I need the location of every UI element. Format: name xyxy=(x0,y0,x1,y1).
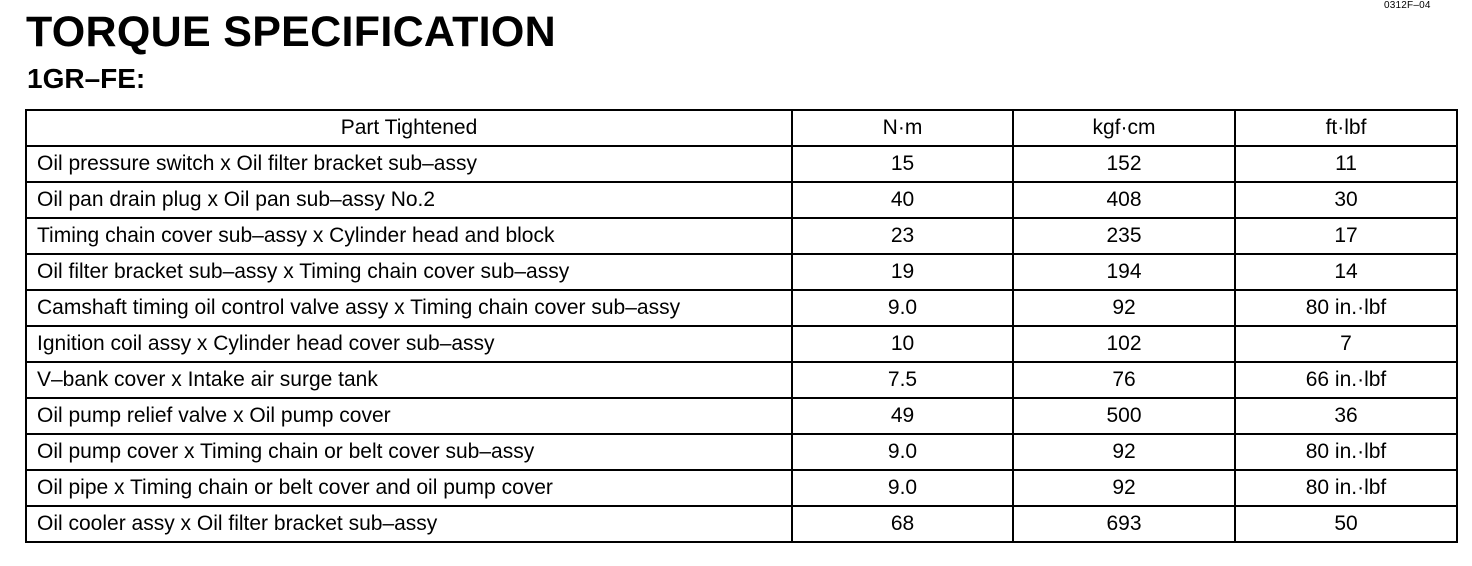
table-row xyxy=(26,434,1457,470)
kgfcm-cell: 152 xyxy=(1013,146,1235,182)
column-header-part: Part Tightened xyxy=(26,110,792,146)
nm-cell: 10 xyxy=(792,326,1013,362)
ftlbf-cell: 11 xyxy=(1235,146,1457,182)
table-row xyxy=(26,506,1457,542)
ftlbf-cell: 30 xyxy=(1235,182,1457,218)
part-cell: Oil pan drain plug x Oil pan sub–assy No.2 xyxy=(26,182,792,218)
ftlbf-cell: 7 xyxy=(1235,326,1457,362)
table-header-row xyxy=(26,110,1457,146)
table-row xyxy=(26,290,1457,326)
kgfcm-cell: 92 xyxy=(1013,290,1235,326)
ftlbf-cell: 14 xyxy=(1235,254,1457,290)
kgfcm-cell: 500 xyxy=(1013,398,1235,434)
table-row xyxy=(26,398,1457,434)
kgfcm-cell: 92 xyxy=(1013,434,1235,470)
kgfcm-cell: 76 xyxy=(1013,362,1235,398)
table-row xyxy=(26,470,1457,506)
part-cell: V–bank cover x Intake air surge tank xyxy=(26,362,792,398)
ftlbf-cell: 80 in.·lbf xyxy=(1235,290,1457,326)
ftlbf-cell: 50 xyxy=(1235,506,1457,542)
document-code: 0312F–04 xyxy=(1384,0,1431,11)
ftlbf-cell: 66 in.·lbf xyxy=(1235,362,1457,398)
torque-table xyxy=(25,109,1458,543)
part-cell: Oil pump cover x Timing chain or belt cover sub–assy xyxy=(26,434,792,470)
kgfcm-cell: 92 xyxy=(1013,470,1235,506)
nm-cell: 9.0 xyxy=(792,290,1013,326)
part-cell: Oil pipe x Timing chain or belt cover and oil pump cover xyxy=(26,470,792,506)
nm-cell: 40 xyxy=(792,182,1013,218)
nm-cell: 19 xyxy=(792,254,1013,290)
ftlbf-cell: 36 xyxy=(1235,398,1457,434)
table-row xyxy=(26,254,1457,290)
part-cell: Oil cooler assy x Oil filter bracket sub–assy xyxy=(26,506,792,542)
nm-cell: 68 xyxy=(792,506,1013,542)
page-title: TORQUE SPECIFICATION xyxy=(26,8,556,56)
nm-cell: 9.0 xyxy=(792,434,1013,470)
nm-cell: 23 xyxy=(792,218,1013,254)
part-cell: Timing chain cover sub–assy x Cylinder head and block xyxy=(26,218,792,254)
column-header-nm: N·m xyxy=(792,110,1013,146)
part-cell: Oil pressure switch x Oil filter bracket sub–assy xyxy=(26,146,792,182)
ftlbf-cell: 80 in.·lbf xyxy=(1235,470,1457,506)
kgfcm-cell: 408 xyxy=(1013,182,1235,218)
ftlbf-cell: 17 xyxy=(1235,218,1457,254)
ftlbf-cell: 80 in.·lbf xyxy=(1235,434,1457,470)
part-cell: Ignition coil assy x Cylinder head cover sub–assy xyxy=(26,326,792,362)
nm-cell: 49 xyxy=(792,398,1013,434)
column-header-kgfcm: kgf·cm xyxy=(1013,110,1235,146)
nm-cell: 7.5 xyxy=(792,362,1013,398)
nm-cell: 15 xyxy=(792,146,1013,182)
engine-label: 1GR–FE: xyxy=(27,63,146,94)
kgfcm-cell: 235 xyxy=(1013,218,1235,254)
table-row xyxy=(26,362,1457,398)
column-header-ftlbf: ft·lbf xyxy=(1235,110,1457,146)
table-row xyxy=(26,146,1457,182)
part-cell: Oil pump relief valve x Oil pump cover xyxy=(26,398,792,434)
part-cell: Oil filter bracket sub–assy x Timing chain cover sub–assy xyxy=(26,254,792,290)
nm-cell: 9.0 xyxy=(792,470,1013,506)
table-row xyxy=(26,182,1457,218)
kgfcm-cell: 194 xyxy=(1013,254,1235,290)
kgfcm-cell: 693 xyxy=(1013,506,1235,542)
kgfcm-cell: 102 xyxy=(1013,326,1235,362)
table-row xyxy=(26,218,1457,254)
part-cell: Camshaft timing oil control valve assy x Timing chain cover sub–assy xyxy=(26,290,792,326)
table-row xyxy=(26,326,1457,362)
